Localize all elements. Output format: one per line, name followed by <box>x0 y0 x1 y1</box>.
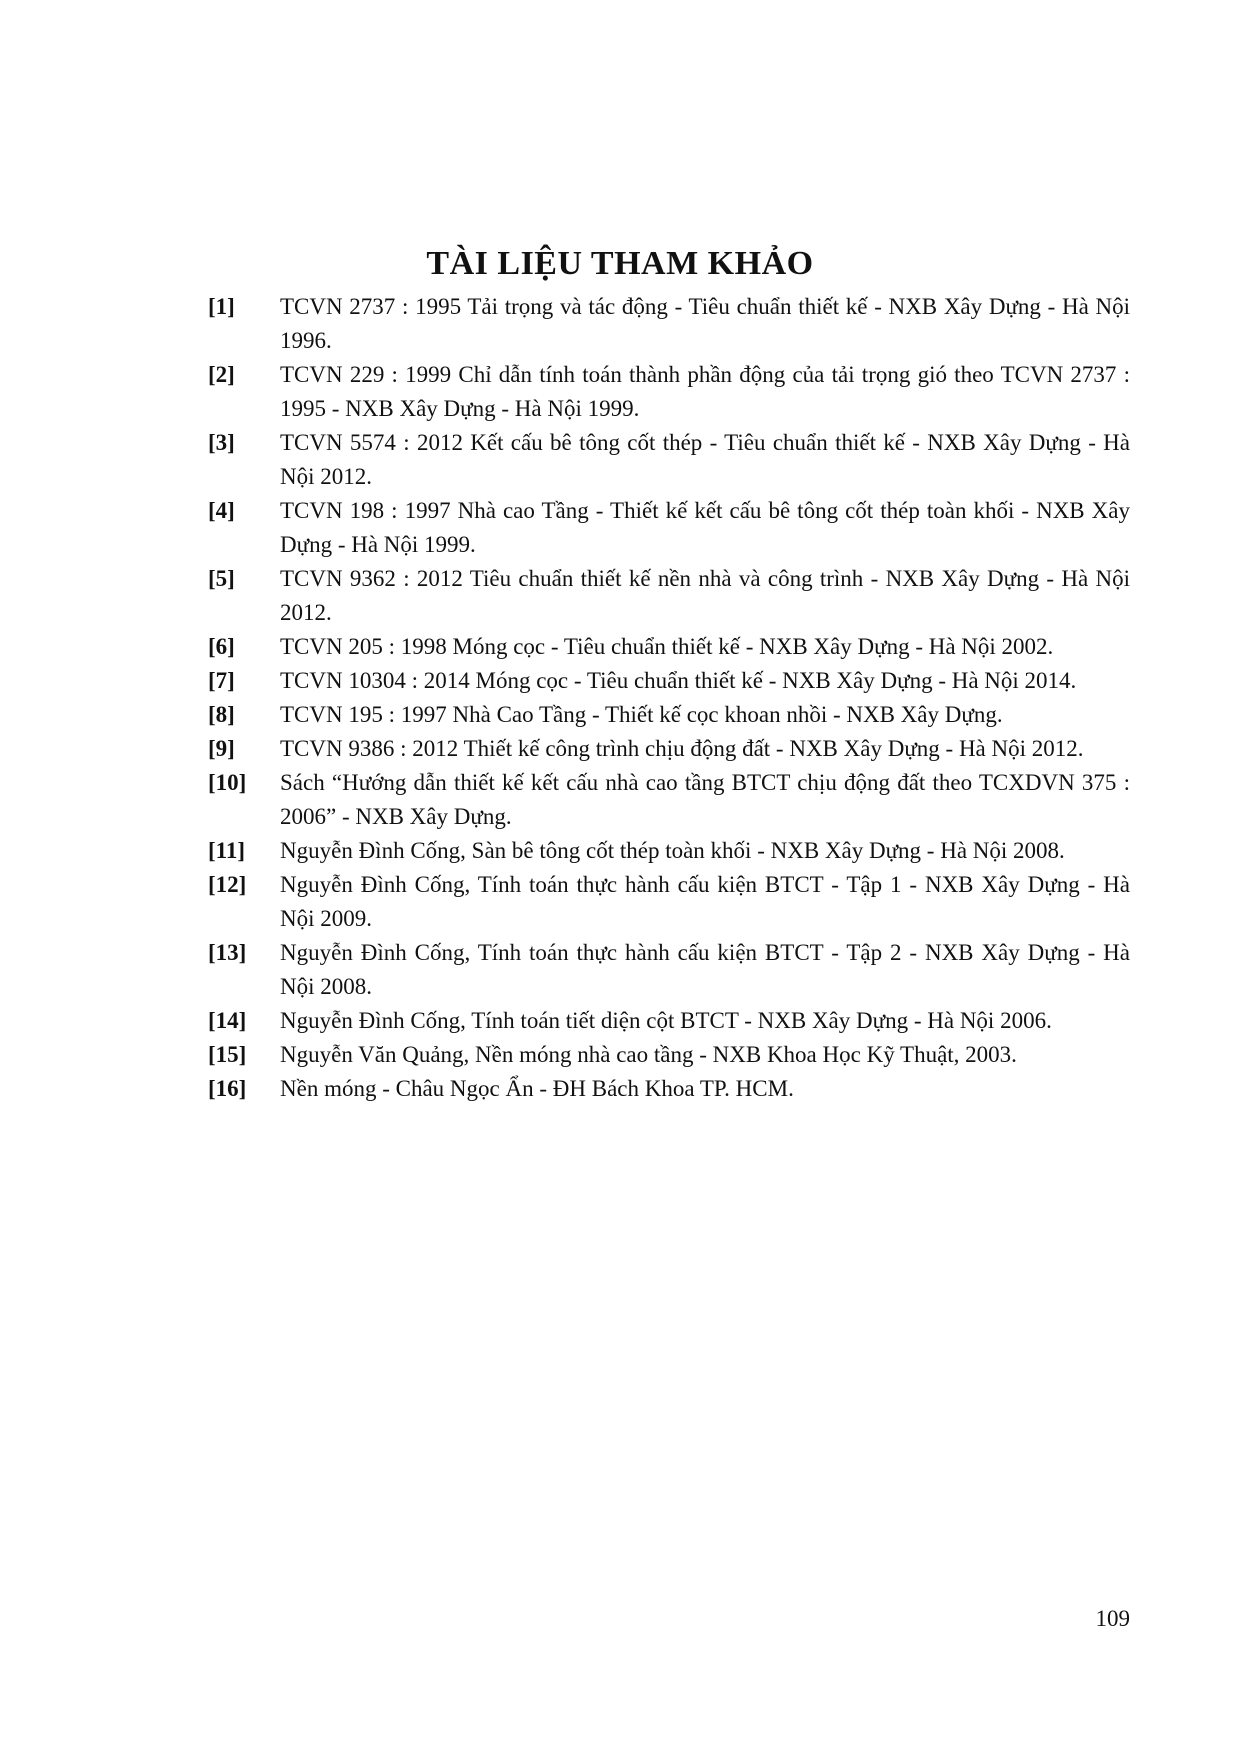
reference-text: TCVN 9362 : 2012 Tiêu chuẩn thiết kế nền nhà và công trình - NXB Xây Dựng - Hà Nội 2012. <box>280 566 1130 625</box>
reference-text: TCVN 205 : 1998 Móng cọc - Tiêu chuẩn thiết kế - NXB Xây Dựng - Hà Nội 2002. <box>280 634 1054 659</box>
reference-text: Nền móng - Châu Ngọc Ẩn - ĐH Bách Khoa TP. HCM. <box>280 1076 794 1101</box>
reference-number: [1] <box>208 294 235 319</box>
reference-item <box>208 868 1130 936</box>
reference-item <box>208 426 1130 494</box>
reference-text: TCVN 195 : 1997 Nhà Cao Tầng - Thiết kế cọc khoan nhồi - NXB Xây Dựng. <box>280 702 1003 727</box>
reference-number: [10] <box>208 770 247 795</box>
reference-item <box>208 834 1130 868</box>
reference-item <box>208 664 1130 698</box>
reference-item <box>208 1004 1130 1038</box>
page-number: 109 <box>1095 1606 1130 1631</box>
reference-text: TCVN 10304 : 2014 Móng cọc - Tiêu chuẩn thiết kế - NXB Xây Dựng - Hà Nội 2014. <box>280 668 1077 693</box>
reference-number: [6] <box>208 634 235 659</box>
reference-text: Nguyễn Đình Cống, Tính toán tiết diện cột BTCT - NXB Xây Dựng - Hà Nội 2006. <box>280 1008 1052 1033</box>
reference-item <box>208 562 1130 630</box>
page-title: TÀI LIỆU THAM KHẢO <box>426 245 814 282</box>
reference-number: [7] <box>208 668 235 693</box>
reference-text: TCVN 9386 : 2012 Thiết kế công trình chịu động đất - NXB Xây Dựng - Hà Nội 2012. <box>280 736 1084 761</box>
reference-item <box>208 494 1130 562</box>
reference-item <box>208 290 1130 358</box>
reference-text: Nguyễn Đình Cống, Sàn bê tông cốt thép toàn khối - NXB Xây Dựng - Hà Nội 2008. <box>280 838 1065 863</box>
reference-text: Nguyễn Đình Cống, Tính toán thực hành cấu kiện BTCT - Tập 1 - NXB Xây Dựng - Hà Nội 2009. <box>280 872 1130 931</box>
reference-list <box>208 290 1130 1106</box>
reference-item <box>208 358 1130 426</box>
reference-item <box>208 1038 1130 1072</box>
reference-text: Nguyễn Văn Quảng, Nền móng nhà cao tầng - NXB Khoa Học Kỹ Thuật, 2003. <box>280 1042 1017 1067</box>
reference-number: [9] <box>208 736 235 761</box>
reference-number: [11] <box>208 838 246 863</box>
reference-number: [15] <box>208 1042 247 1067</box>
reference-item <box>208 936 1130 1004</box>
reference-text: TCVN 198 : 1997 Nhà cao Tầng - Thiết kế kết cấu bê tông cốt thép toàn khối - NXB Xây Dựng - Hà Nội 1999. <box>280 498 1130 557</box>
reference-number: [12] <box>208 872 247 897</box>
reference-number: [16] <box>208 1076 247 1101</box>
reference-text: TCVN 5574 : 2012 Kết cấu bê tông cốt thép - Tiêu chuẩn thiết kế - NXB Xây Dựng - Hà Nội 2012. <box>280 430 1130 489</box>
reference-number: [3] <box>208 430 235 455</box>
reference-number: [14] <box>208 1008 247 1033</box>
reference-text: Sách “Hướng dẫn thiết kế kết cấu nhà cao tầng BTCT chịu động đất theo TCXDVN 375 : 2006” - NXB Xây Dựng. <box>280 770 1130 829</box>
reference-item <box>208 698 1130 732</box>
reference-number: [8] <box>208 702 235 727</box>
reference-item <box>208 1072 1130 1106</box>
reference-number: [5] <box>208 566 235 591</box>
reference-item <box>208 766 1130 834</box>
reference-item <box>208 630 1130 664</box>
reference-number: [4] <box>208 498 235 523</box>
reference-text: Nguyễn Đình Cống, Tính toán thực hành cấu kiện BTCT - Tập 2 - NXB Xây Dựng - Hà Nội 2008. <box>280 940 1130 999</box>
reference-number: [2] <box>208 362 235 387</box>
reference-text: TCVN 229 : 1999 Chỉ dẫn tính toán thành phần động của tải trọng gió theo TCVN 2737 : 1995 - NXB Xây Dựng - Hà Nội 1999. <box>280 362 1130 421</box>
reference-number: [13] <box>208 940 247 965</box>
reference-text: TCVN 2737 : 1995 Tải trọng và tác động - Tiêu chuẩn thiết kế - NXB Xây Dựng - Hà Nội 1996. <box>280 294 1130 353</box>
reference-item <box>208 732 1130 766</box>
